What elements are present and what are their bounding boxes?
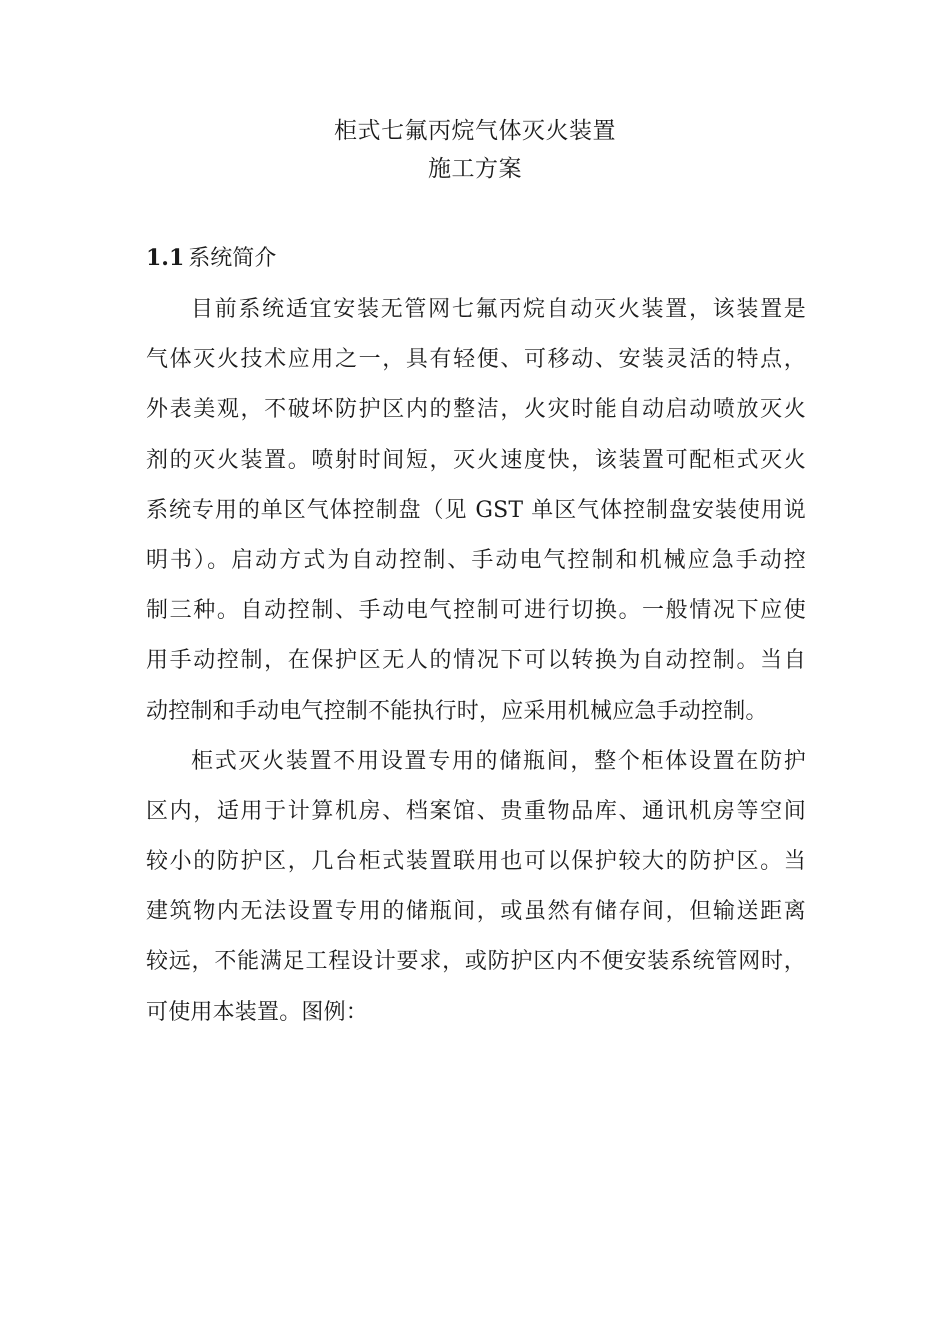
- section-number: 1.1: [146, 245, 185, 271]
- document-subtitle: 施工方案: [428, 156, 522, 182]
- paragraph-1-line: 动控制和手动电气控制不能执行时，应采用机械应急手动控制。: [146, 698, 768, 724]
- paragraph-2-line: 柜式灭火装置不用设置专用的储瓶间，整个柜体设置在防护: [191, 748, 806, 774]
- paragraph-1-line: 明书）。启动方式为自动控制、手动电气控制和机械应急手动控: [146, 547, 806, 573]
- paragraph-1-line: 剂的灭火装置。喷射时间短，灭火速度快，该装置可配柜式灭火: [146, 447, 806, 473]
- title-block: [0, 112, 950, 188]
- paragraph-2-line: 区内，适用于计算机房、档案馆、贵重物品库、通讯机房等空间: [146, 798, 806, 824]
- paragraph-2-line: 较小的防护区，几台柜式装置联用也可以保护较大的防护区。当: [146, 849, 806, 875]
- paragraph-2-line: 可使用本装置。图例：: [146, 999, 369, 1025]
- section-heading: [146, 238, 276, 279]
- paragraph-2-line: 较远，不能满足工程设计要求，或防护区内不便安装系统管网时，: [146, 949, 806, 975]
- paragraph-1-line: 系统专用的单区气体控制盘（见 GST 单区气体控制盘安装使用说: [146, 497, 806, 523]
- document-title: 柜式七氟丙烷气体灭火装置: [334, 118, 616, 144]
- paragraph-1-line: 外表美观，不破坏防护区内的整洁，火灾时能自动启动喷放灭火: [146, 397, 806, 423]
- body-text: [146, 285, 806, 1038]
- paragraph-1-line: 制三种。自动控制、手动电气控制可进行切换。一般情况下应使: [146, 598, 806, 624]
- paragraph-2-line: 建筑物内无法设置专用的储瓶间，或虽然有储存间，但输送距离: [146, 899, 806, 925]
- paragraph-1-line: 气体灭火技术应用之一，具有轻便、可移动、安装灵活的特点，: [146, 347, 806, 373]
- paragraph-1-line: 目前系统适宜安装无管网七氟丙烷自动灭火装置，该装置是: [191, 297, 806, 322]
- paragraph-1-line: 用手动控制，在保护区无人的情况下可以转换为自动控制。当自: [146, 648, 806, 674]
- section-title: 系统简介: [188, 246, 277, 271]
